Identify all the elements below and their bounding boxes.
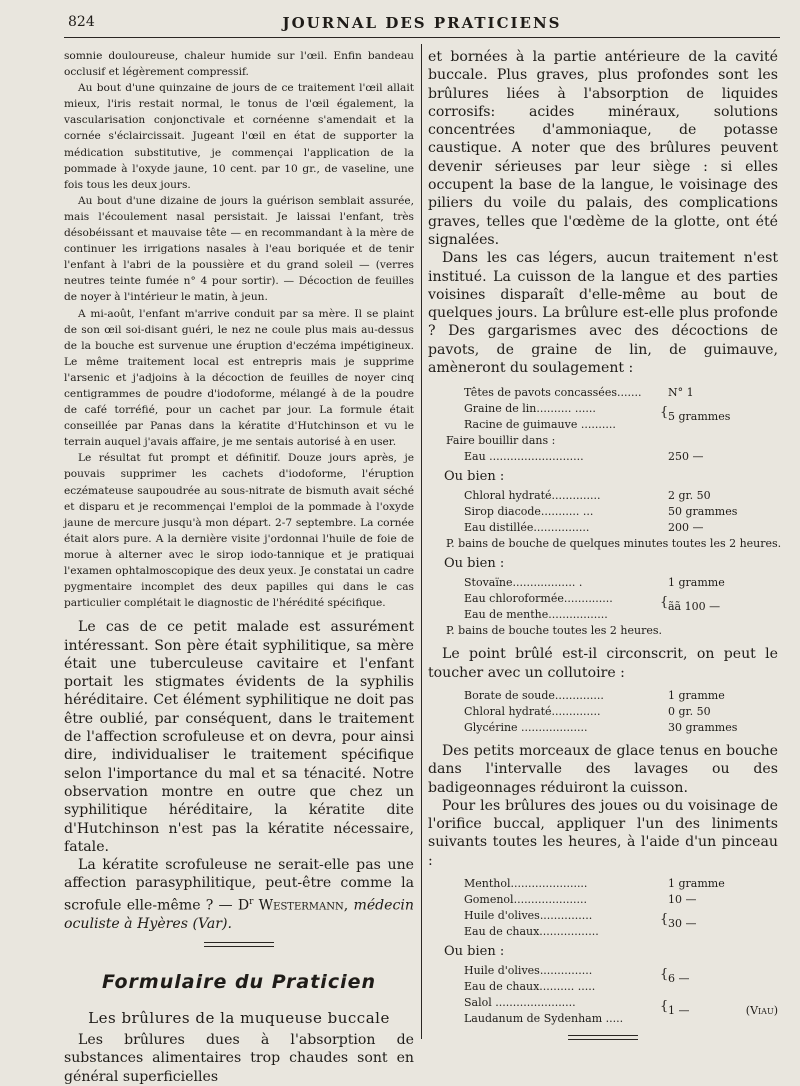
recipe-4: Borate de soude.............. 1 gramme Chloral hydraté.............. 0 gr. 50 Glycérine ................... 30 grammes <box>464 688 738 734</box>
header-rule <box>64 37 780 38</box>
recipe-3: Stovaïne.................. . 1 gramme Eau chloroformée.............. { ãã 100 — Eau de menthe................. P. bains de bouche toutes les 2 heures. <box>446 576 725 638</box>
section-heading: Formulaire du Praticien <box>101 971 377 994</box>
signature: (Viau) <box>745 1004 778 1018</box>
journal-title: JOURNAL DES PRATICIENS <box>282 14 562 32</box>
paragraph: Pour les brûlures des joues ou du voisinage de l'orifice buccal, appliquer l'un des liniments suivants toutes les heures, à l'aide d'un pinceau : <box>428 797 778 869</box>
or-label: Ou bien : <box>444 469 505 485</box>
article-title: Les brûlures de la muqueuse buccale <box>88 1009 390 1028</box>
recipe-2: Chloral hydraté.............. 2 gr. 50 Sirop diacode........... ... 50 grammes Eau distillée................ 200 — P. bains de bouche de quelques minutes toutes les 2 heures. <box>446 489 782 551</box>
or-label: Ou bien : <box>444 944 505 960</box>
page-header <box>64 14 780 36</box>
page-number: 824 <box>68 14 95 30</box>
author-title: médecin oculiste à Hyères (Var). <box>64 897 414 932</box>
separator-rule <box>568 1035 638 1040</box>
recipe-1: Têtes de pavots concassées....... N° 1 Graine de lin.......... ...... { 5 grammes Racine de guimauve .......... Faire bouillir dans : Eau ........................... 250 — <box>446 386 731 464</box>
recipe-5: Menthol...................... 1 gramme Gomenol..................... 10 — Huile d'olives............... { 30 — Eau de chaux................. <box>464 877 725 939</box>
paragraph: Le point brûlé est-il circonscrit, on peut le toucher avec un collutoire : <box>428 646 778 681</box>
left-column <box>64 48 414 1086</box>
paragraph: Au bout d'une quinzaine de jours de ce traitement l'œil allait mieux, l'iris restait normal, le tonus de l'œil également, la vascularisation conjonctivale et cornéenne s'amendait et la cornée s'éclaircissait. Jugeant l'œil en état de supporter la médication substitutive, je commençai l'application de la pommade à l'oxyde jaune, 10 cent. par 10 gr., de vaseline, une fois tous les deux jours. <box>64 82 414 191</box>
paragraph: somnie douloureuse, chaleur humide sur l'œil. Enfin bandeau occlusif et légèrement compressif. <box>64 50 414 79</box>
or-label: Ou bien : <box>444 556 505 572</box>
paragraph: Le cas de ce petit malade est assurément intéressant. Son père était syphilitique, sa mère était une tuberculeuse cavitaire et l'enfant portait les stigmates évidents de la syphilis héréditaire. Cet élément syphilitique ne doit pas être oublié, par conséquent, dans le traitement de l'affection scrofuleuse et on devra, pour ainsi dire, individualiser le traitement spécifique selon l'importance du mal et sa ténacité. Notre observation montre en outre que chez un syphilitique héréditaire, la kératite dite d'Hutchinson n'est pas la kératite nécessaire, fatale. <box>64 619 414 855</box>
paragraph: A mi-août, l'enfant m'arrive conduit par sa mère. Il se plaint de son œil soi-disant guéri, le nez ne coule plus mais au-dessus de la bouche est survenue une éruption d'eczéma impétigineux. Le même traitement local est entrepris mais je supprime l'arsenic et j'adjoins à la décoction de feuilles de noyer cinq centigrammes de poudre d'iodoforme, mélangé à de la poudre de café torréfié, pour un cachet par jour. La formule était conseillée par Panas dans la kératite d'Hutchinson et vu le terrain auquel j'avais affaire, je me sentais autorisé à en user. <box>64 307 414 449</box>
paragraph: Le résultat fut prompt et définitif. Douze jours après, je pouvais supprimer les cachets d'iodoforme, l'éruption eczémateuse saupoudrée au sous-nitrate de bismuth avait séché et disparu et je recommençai l'emploi de la pommade à l'oxyde jaune de mercure jusqu'à mon départ. 2-7 septembre. La cornée était alors pure. A la dernière visite j'ordonnai l'huile de foie de morue à alterner avec le sirop iodo-tannique et je pratiquai l'examen ophtalmoscopique des deux yeux. Je constatai un cadre pygmentaire incomplet des deux papilles qui dans le cas particulier complétait le diagnostic de l'hérédité spécifique. <box>64 452 414 610</box>
paragraph-signed: La kératite scrofuleuse ne serait-elle pas une affection parasyphilitique, peut-être comme la scrofule elle-même ? — $D^r$ Westermann, médecin oculiste à Hyères (Var). <box>64 857 414 932</box>
paragraph: Au bout d'une dizaine de jours la guérison semblait assurée, mais l'écoulement nasal persistait. Je laissai l'enfant, très désobéissant et mauvaise tête — en recommandant à la mère de continuer les irrigations nasales à l'eau boriquée et de tenir l'enfant à l'abri de la poussière et du grand soleil — (verres neutres teinte fumée n° 4 pour sortir). — Décoction de feuilles de noyer à l'intérieur le matin, à jeun. <box>64 194 414 304</box>
recipe-6: Huile d'olives............... { 6 — Eau de chaux.......... ..... Salol ....................... { 1 — (Viau) Laudanum de Sydenham ..... <box>464 964 778 1026</box>
paragraph: et bornées à la partie antérieure de la cavité buccale. Plus graves, plus profondes sont les brûlures liées à l'absorption de liquides corrosifs: acides minéraux, solutions concentrées d'ammoniaque, de potasse caustique. A noter que des brûlures peuvent devenir sérieuses par leur siège : si elles occupent la base de la langue, le voisinage des piliers du voile du palais, des complications graves, telles que l'œdème de la glotte, ont été signalées. <box>428 49 778 248</box>
paragraph: Dans les cas légers, aucun traitement n'est institué. La cuisson de la langue et des parties voisines disparaît d'elle-même au bout de quelques jours. La brûlure est-elle plus profonde ? Des gargarismes avec des décoctions de pavots, de graine de lin, de guimauve, amèneront du soulagement : <box>428 250 778 377</box>
paragraph: Des petits morceaux de glace tenus en bouche dans l'intervalle des lavages ou des badigeonnages réduiront la cuisson. <box>428 742 778 796</box>
right-column <box>428 48 782 1040</box>
author-name: Westermann <box>258 897 344 914</box>
separator-rule <box>204 942 274 947</box>
column-divider <box>421 44 422 1039</box>
paragraph: Les brûlures dues à l'absorption de substances alimentaires trop chaudes sont en général superficielles <box>64 1032 414 1085</box>
